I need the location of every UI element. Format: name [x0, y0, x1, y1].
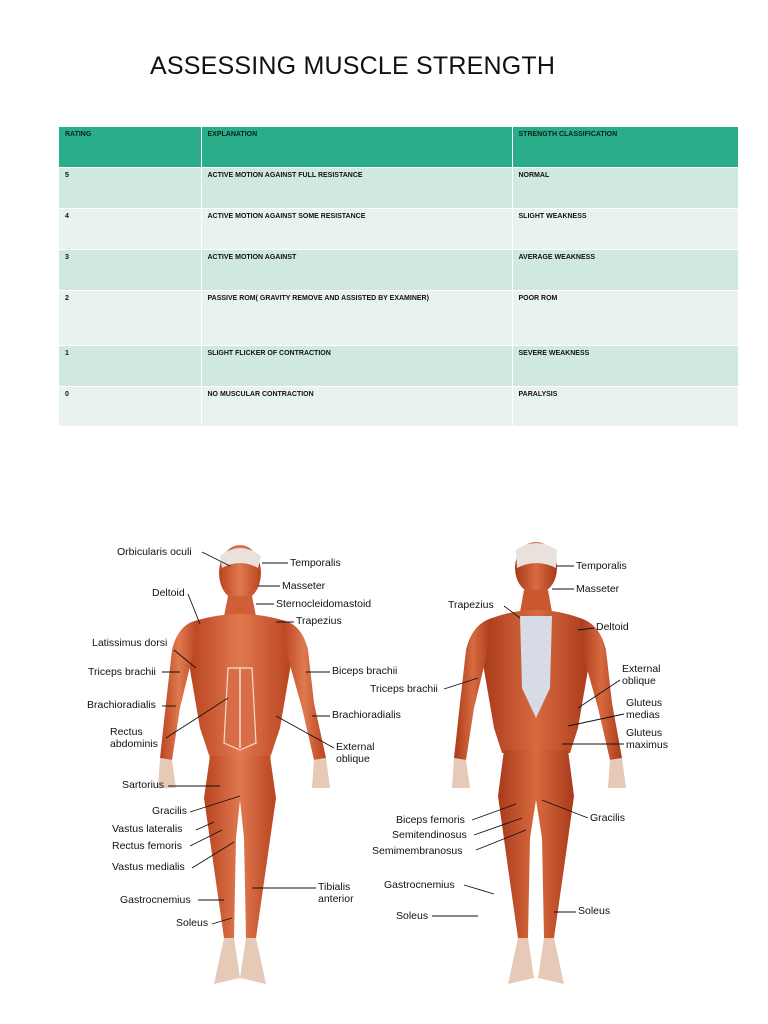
label-triceps-brachii-back: Triceps brachii	[370, 683, 438, 695]
label-orbicularis-oculi: Orbicularis oculi	[117, 546, 192, 558]
cell-classification: AVERAGE WEAKNESS	[512, 250, 738, 291]
cell-classification: SLIGHT WEAKNESS	[512, 209, 738, 250]
cell-rating: 0	[59, 387, 201, 427]
label-gluteus-medias: Gluteus	[626, 697, 663, 709]
label-biceps-brachii: Biceps brachii	[332, 665, 398, 677]
cell-classification: SEVERE WEAKNESS	[512, 346, 738, 387]
label-masseter-back: Masseter	[576, 583, 620, 595]
label-rectus-abdominis: Rectus	[110, 726, 143, 738]
label-external-oblique-front-2: oblique	[336, 753, 370, 765]
cell-classification: POOR ROM	[512, 291, 738, 346]
table-row	[59, 209, 738, 250]
label-masseter-front: Masseter	[282, 580, 326, 592]
label-deltoid: Deltoid	[152, 587, 185, 599]
cell-explanation: PASSIVE ROM( GRAVITY REMOVE AND ASSISTED BY EXAMINER)	[201, 291, 512, 346]
label-soleus-back-right: Soleus	[578, 905, 611, 917]
table-row	[59, 291, 738, 346]
cell-rating: 2	[59, 291, 201, 346]
cell-explanation: ACTIVE MOTION AGAINST FULL RESISTANCE	[201, 168, 512, 209]
label-external-oblique-front: External	[336, 741, 375, 753]
cell-rating: 5	[59, 168, 201, 209]
table-row	[59, 387, 738, 427]
cell-rating: 4	[59, 209, 201, 250]
muscle-anatomy-figure	[80, 538, 680, 998]
label-brachioradialis-front-right: Brachioradialis	[332, 709, 401, 721]
table-row	[59, 250, 738, 291]
label-gastrocnemius-back: Gastrocnemius	[384, 879, 455, 891]
label-latissimus-dorsi: Latissimus dorsi	[92, 637, 168, 649]
label-temporalis-back: Temporalis	[576, 560, 627, 572]
label-deltoid-back: Deltoid	[596, 621, 629, 633]
label-vastus-medialis: Vastus medialis	[112, 861, 185, 873]
header-strength-classification: STRENGTH CLASSIFICATION	[512, 127, 738, 168]
label-soleus-back-left: Soleus	[396, 910, 429, 922]
label-semimembranosus: Semimembranosus	[372, 845, 463, 857]
table-header-row	[59, 127, 738, 168]
label-vastus-lateralis: Vastus lateralis	[112, 823, 183, 835]
label-temporalis-front: Temporalis	[290, 557, 341, 569]
cell-explanation: NO MUSCULAR CONTRACTION	[201, 387, 512, 427]
table-row	[59, 168, 738, 209]
label-tibialis-anterior-2: anterior	[318, 893, 354, 905]
label-gracilis: Gracilis	[152, 805, 188, 817]
label-gluteus-maximus: Gluteus	[626, 727, 663, 739]
label-triceps-brachii: Triceps brachii	[88, 666, 156, 678]
page-title: ASSESSING MUSCLE STRENGTH	[150, 52, 556, 80]
label-sartorius: Sartorius	[122, 779, 165, 791]
label-semitendinosus: Semitendinosus	[392, 829, 467, 841]
cell-explanation: SLIGHT FLICKER OF CONTRACTION	[201, 346, 512, 387]
label-brachioradialis-front-left: Brachioradialis	[87, 699, 156, 711]
label-gracilis-back: Gracilis	[590, 812, 626, 824]
table-row	[59, 346, 738, 387]
cell-classification: NORMAL	[512, 168, 738, 209]
header-rating: RATING	[59, 127, 201, 168]
label-gluteus-medias-2: medias	[626, 709, 660, 721]
label-rectus-femoris: Rectus femoris	[112, 840, 183, 852]
cell-rating: 1	[59, 346, 201, 387]
label-biceps-femoris: Biceps femoris	[396, 814, 465, 826]
header-explanation: EXPLANATION	[201, 127, 512, 168]
label-sternocleidomastoid: Sternocleidomastoid	[276, 598, 372, 610]
label-trapezius-back: Trapezius	[448, 599, 494, 611]
label-tibialis-anterior: Tibialis	[318, 881, 351, 893]
label-trapezius-front: Trapezius	[296, 615, 342, 627]
label-soleus-front: Soleus	[176, 917, 209, 929]
label-rectus-abdominis-2: abdominis	[110, 738, 158, 750]
cell-classification: PARALYSIS	[512, 387, 738, 427]
label-external-oblique-back: External	[622, 663, 661, 675]
label-gastrocnemius-front: Gastrocnemius	[120, 894, 191, 906]
cell-explanation: ACTIVE MOTION AGAINST	[201, 250, 512, 291]
muscle-strength-table	[59, 127, 738, 427]
label-gluteus-maximus-2: maximus	[626, 739, 669, 751]
label-external-oblique-back-2: oblique	[622, 675, 656, 687]
cell-explanation: ACTIVE MOTION AGAINST SOME RESISTANCE	[201, 209, 512, 250]
cell-rating: 3	[59, 250, 201, 291]
